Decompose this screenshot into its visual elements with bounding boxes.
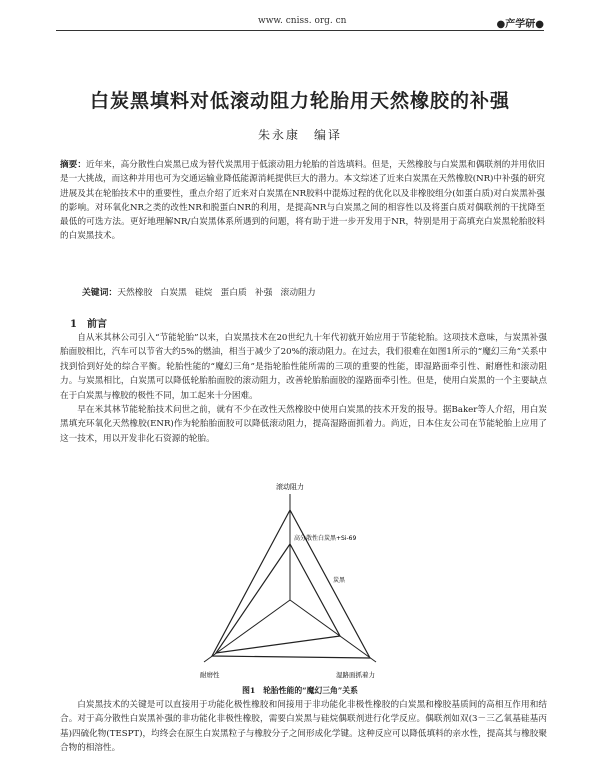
keyword: 硅烷 xyxy=(194,288,213,298)
axis-bottom-left-label: 耐磨性 xyxy=(200,671,220,679)
carbon-black-triangle xyxy=(216,544,340,653)
keyword: 蛋白质 xyxy=(220,288,247,298)
body-text-lower xyxy=(60,698,547,756)
axis-bottom-right-label: 湿路面抓着力 xyxy=(336,671,375,679)
article-title: 白炭黑填料对低滚动阻力轮胎用天然橡胶的补强 xyxy=(89,90,510,112)
section-heading: 1 前言 xyxy=(70,319,107,330)
keyword: 滚动阻力 xyxy=(280,288,316,298)
magic-triangle-figure xyxy=(190,480,390,700)
paragraph: 早在米其林节能轮胎技术问世之前，就有不少在改性天然橡胶中使用白炭黑的技术开发的报导。据Baker等人介绍，用白炭黑填充环氧化天然橡胶(ENR)作为轮胎胎面胶可以降低滚动阻力，提高湿路面抓着力。尚近，日本住友公司在节能轮胎上应用了这一技术，用以开发非化石资源的轮胎。 xyxy=(60,405,547,444)
body-text-upper xyxy=(60,331,547,446)
silica-silane-label: 高分散性白炭黑+Si-69 xyxy=(294,535,357,542)
header-journal-section: ●产学研● xyxy=(496,19,544,30)
figure-caption: 图1 轮胎性能的“魔幻三角”关系 xyxy=(242,686,358,695)
keyword: 天然橡胶 xyxy=(117,288,153,298)
silica-silane-triangle xyxy=(212,510,370,658)
paragraph: 自从米其林公司引入“节能轮胎”以来，白炭黑技术在20世纪九十年代初就开始应用于节能轮胎。这项技术意味，与炭黑补强胎面胶相比，汽车可以节省大约5%的燃油，相当于减少了20%的滚动阻力。在过去，我们很难在如图1所示的“魔幻三角”关系中找到恰到好处的综合平衡。轮胎性能的“魔幻三角”是指轮胎性能所需的三项的重要的性能，即湿路面牵引性、耐磨性和滚动阻力。与炭黑相比，白炭黑可以降低轮胎胎面胶的滚动阻力，改善轮胎胎面胶的湿路面牵引性。但是，使用白炭黑的一个主要缺点在于白炭黑与橡胶的极性不同，加工起来十分困难。 xyxy=(60,333,547,401)
page-header xyxy=(0,14,600,34)
keywords xyxy=(82,285,552,298)
axis-top-label: 滚动阻力 xyxy=(276,483,304,491)
axis-wet-traction xyxy=(290,600,376,662)
article-author: 朱永康 编译 xyxy=(257,128,342,142)
abstract xyxy=(60,158,545,244)
keyword: 补强 xyxy=(254,288,273,298)
carbon-black-label: 炭黑 xyxy=(333,577,346,584)
paragraph: 白炭黑技术的关键是可以直接用于功能化极性橡胶和间接用于非功能化非极性橡胶的白炭黑和橡胶基质间的高相互作用和结合。对于高分散性白炭黑补强的非功能化非极性橡胶，需要白炭黑与硅烷偶联剂进行化学反应。偶联剂如双(3－三乙氧基硅基丙基)四硫化物(TESPT)，均终会在原生白炭黑粒子与橡胶分子之间形成化学键。这种反应可以降低填料的亲水性，提高其与橡胶聚合物的相溶性。 xyxy=(60,700,547,754)
abstract-label: 摘要： xyxy=(60,160,86,170)
keywords-label: 关键词： xyxy=(82,288,118,298)
header-url: www. cniss. org. cn xyxy=(258,16,347,26)
abstract-text: 近年来，高分散性白炭黑已成为替代炭黑用于低滚动阻力轮胎的首选填料。但是，天然橡胶与白炭黑和偶联剂的并用依旧是一大挑战，而这种并用也可为交通运输业降低能源消耗提供巨大的潜力。本文综述了近来白炭黑在天然橡胶(NR)中补强的研究进展及其在轮胎技术中的重要性，重点介绍了近来对白炭黑在NR胶料中混炼过程的优化以及非橡胶组分(如蛋白质)对白炭黑补强的影响。对环氧化NR之类的改性NR和脱蛋白NR的利用，是提高NR与白炭黑之间的相容性以及将蛋白质对偶联剂的干扰降至最低的可选方法。更好地理解NR/白炭黑体系所遇到的问题，将有助于进一步开发用于NR，特别是用于高填充白炭黑轮胎胶料的白炭黑技术。 xyxy=(60,160,545,242)
keyword: 白炭黑 xyxy=(160,288,187,298)
header-rule xyxy=(56,30,544,31)
